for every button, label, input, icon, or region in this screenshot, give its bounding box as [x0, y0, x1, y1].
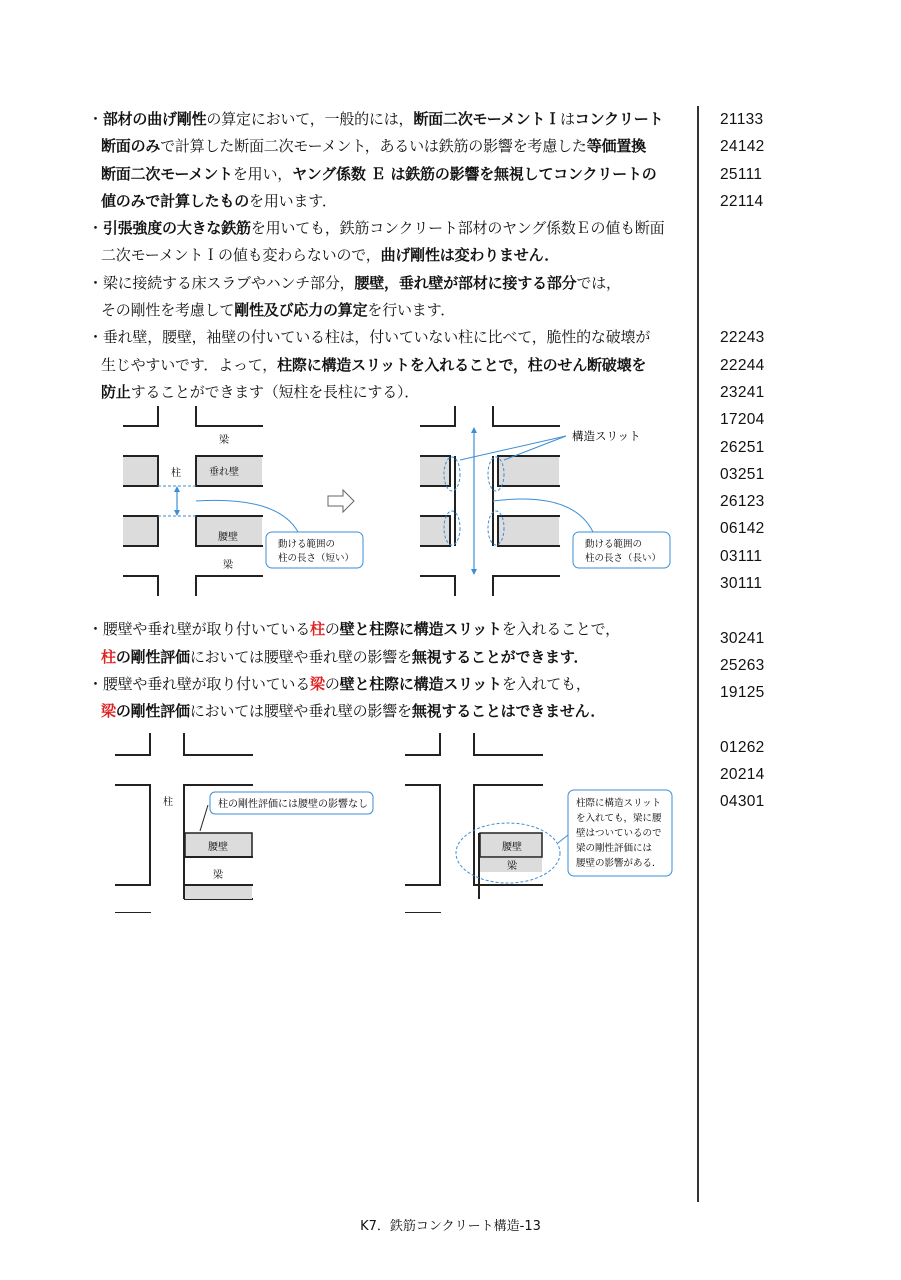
text-line [88, 698, 684, 725]
paragraph-beam-slit [88, 671, 684, 726]
note-left-text: 柱の剛性評価には腰壁の影響なし [218, 799, 368, 811]
plain-text: ・ [88, 328, 103, 347]
plain-text: は [559, 110, 575, 128]
plain-text: ・ [88, 219, 103, 238]
label-structural-slit: 構造スリット [572, 429, 641, 444]
label-beam-top: 梁 [219, 435, 229, 447]
label-waist-wall-left: 腰壁 [208, 842, 228, 854]
label-beam-right: 梁 [507, 861, 517, 873]
right-arrow-icon [328, 490, 354, 512]
note-right-line5: 腰壁の影響がある． [576, 858, 662, 870]
bold-text: 断面のみ [101, 137, 161, 156]
plain-text: を用いても，鉄筋コンクリート部材のヤング係数Ｅの値も断面 [250, 219, 665, 238]
label-beam-left: 梁 [213, 870, 223, 882]
question-code: 24142 [720, 138, 765, 156]
frame-right [420, 406, 560, 596]
paragraph-short-column [88, 324, 684, 406]
note-right-line4: 梁の剛性評価には [576, 843, 653, 855]
note-right-line3: 壁はついているので [576, 828, 662, 840]
question-code: 23241 [720, 383, 765, 401]
bold-text: 値のみで計算したもの [101, 191, 250, 210]
plain-text: することができます（短柱を長柱にする）． [130, 382, 420, 401]
plain-text: で計算した断面二次モーメント，あるいは鉄筋の影響を考慮した [160, 137, 587, 156]
question-code [720, 270, 790, 297]
question-code: 20214 [720, 766, 765, 784]
text-line [88, 324, 684, 351]
callout-long-line2: 柱の長さ（長い） [585, 553, 662, 565]
plain-text: の [324, 620, 340, 639]
bold-text: の剛性評価 [115, 702, 190, 721]
note-right-line2: を入れても，梁に腰 [576, 813, 662, 825]
text-line [88, 188, 684, 215]
question-code: 01262 [720, 738, 765, 756]
text-line [88, 106, 684, 133]
plain-text: 腰壁や垂れ壁が取り付いている [102, 674, 311, 693]
text-line [88, 161, 684, 188]
plain-text: その剛性を考慮して [101, 301, 235, 320]
bold-text: 壁と柱際に構造スリット [339, 620, 502, 639]
bold-text: 腰壁，垂れ壁が部材に接する部分 [354, 273, 577, 292]
text-line [88, 133, 684, 160]
bold-text: 防止 [101, 382, 131, 401]
bold-text: 無視することはできません． [411, 702, 606, 721]
bold-text: ヤング係数 Ｅ は鉄筋の影響を無視してコンクリートの [292, 164, 657, 183]
callout-short-line1: 動ける範囲の [278, 539, 336, 551]
plain-text: ・ [88, 273, 103, 292]
bold-text: 引張強度の大きな鉄筋 [102, 219, 251, 238]
plain-text: ・ [88, 620, 103, 639]
red-text: 梁 [101, 702, 116, 721]
label-hanging-wall: 垂れ壁 [209, 467, 239, 479]
figure-structural-slit [88, 406, 684, 606]
question-code: 30111 [720, 575, 763, 593]
plain-text: を用い， [232, 164, 293, 183]
text-line [88, 616, 684, 643]
text-line [88, 242, 684, 269]
red-text: 柱 [310, 620, 325, 639]
page-footer: K7．鉄筋コンクリート構造-13 [360, 1219, 541, 1234]
bold-text: 等価置換 [586, 137, 646, 156]
label-column-2: 柱 [163, 797, 173, 809]
plain-text: においては腰壁や垂れ壁の影響を [189, 647, 412, 666]
plain-text: の算定において，一般的には， [206, 110, 414, 128]
bold-text: 壁と柱際に構造スリット [339, 674, 502, 693]
plain-text: ・ [88, 110, 103, 128]
text-line [88, 297, 684, 324]
question-code [720, 242, 790, 269]
question-code: 19125 [720, 684, 765, 702]
paragraph-column-slit [88, 616, 684, 671]
frame-left [123, 406, 263, 596]
text-line [88, 352, 684, 379]
question-code [720, 215, 790, 242]
divider-line [697, 106, 699, 1202]
plain-text: 腰壁や垂れ壁が取り付いている [102, 620, 311, 639]
label-waist-wall-right: 腰壁 [502, 842, 522, 854]
bold-text: の剛性評価 [115, 647, 190, 666]
bold-text: コンクリート [574, 110, 664, 128]
plain-text: においては腰壁や垂れ壁の影響を [189, 702, 412, 721]
bold-text: 断面二次モーメント [101, 164, 233, 183]
text-line [88, 215, 684, 242]
question-code [720, 707, 790, 734]
plain-text: ・ [88, 674, 103, 693]
question-code: 25263 [720, 656, 765, 674]
paragraph-bending-stiffness [88, 106, 684, 215]
paragraph-slab-haunch [88, 270, 684, 325]
question-code: 26123 [720, 493, 765, 511]
plain-text: の [324, 674, 340, 693]
plain-text: では， [576, 273, 621, 292]
question-code: 03251 [720, 465, 765, 483]
bold-text: 無視することができます． [411, 647, 589, 666]
question-code [720, 297, 790, 324]
question-code: 30241 [720, 629, 765, 647]
note-right-line1: 柱際に構造スリット [576, 798, 662, 810]
red-text: 柱 [101, 647, 116, 666]
question-code: 25111 [720, 165, 763, 183]
plain-text: を入れても， [501, 674, 591, 693]
callout-long-line1: 動ける範囲の [585, 539, 643, 551]
question-code-list [720, 106, 790, 816]
plain-text: 梁に接続する床スラブやハンチ部分， [102, 273, 355, 292]
frame2-right [405, 733, 543, 913]
plain-text: 二次モーメントＩの値も変わらないので， [101, 246, 381, 265]
question-code: 21133 [720, 111, 764, 128]
callout-short-line2: 柱の長さ（短い） [278, 553, 355, 565]
red-text: 梁 [310, 674, 325, 693]
text-line [88, 671, 684, 698]
bold-text: 部材の曲げ剛性 [102, 110, 207, 128]
question-code: 17204 [720, 411, 765, 429]
question-code: 06142 [720, 520, 765, 538]
plain-text: 垂れ壁，腰壁，袖壁の付いている柱は，付いていない柱に比べて，脆性的な破壊が [102, 328, 651, 347]
question-code: 22114 [720, 192, 764, 210]
bold-text: 剛性及び応力の算定 [234, 301, 368, 320]
text-line [88, 644, 684, 671]
question-code: 04301 [720, 793, 765, 811]
paragraph-rebar-strength [88, 215, 684, 270]
plain-text: 生じやすいです．よって， [101, 355, 278, 374]
label-waist-wall: 腰壁 [218, 532, 238, 544]
label-column: 柱 [171, 468, 181, 480]
bold-text: 柱際に構造スリットを入れることで，柱のせん断破壊を [277, 355, 647, 374]
label-beam-bottom: 梁 [223, 560, 233, 572]
question-code: 03111 [720, 547, 763, 565]
figure-waist-wall-effect [88, 733, 684, 913]
main-content [88, 106, 684, 913]
question-code [720, 597, 790, 624]
text-line [88, 270, 684, 297]
plain-text: を入れることで， [501, 620, 620, 639]
plain-text: を用います． [249, 191, 337, 210]
bold-text: 断面二次モーメントＩ [413, 110, 560, 128]
question-code: 22243 [720, 329, 765, 347]
question-code: 22244 [720, 356, 765, 374]
bold-text: 曲げ剛性は変わりません． [380, 246, 560, 265]
text-line [88, 379, 684, 406]
question-code: 26251 [720, 438, 765, 456]
plain-text: を行います． [367, 301, 456, 320]
